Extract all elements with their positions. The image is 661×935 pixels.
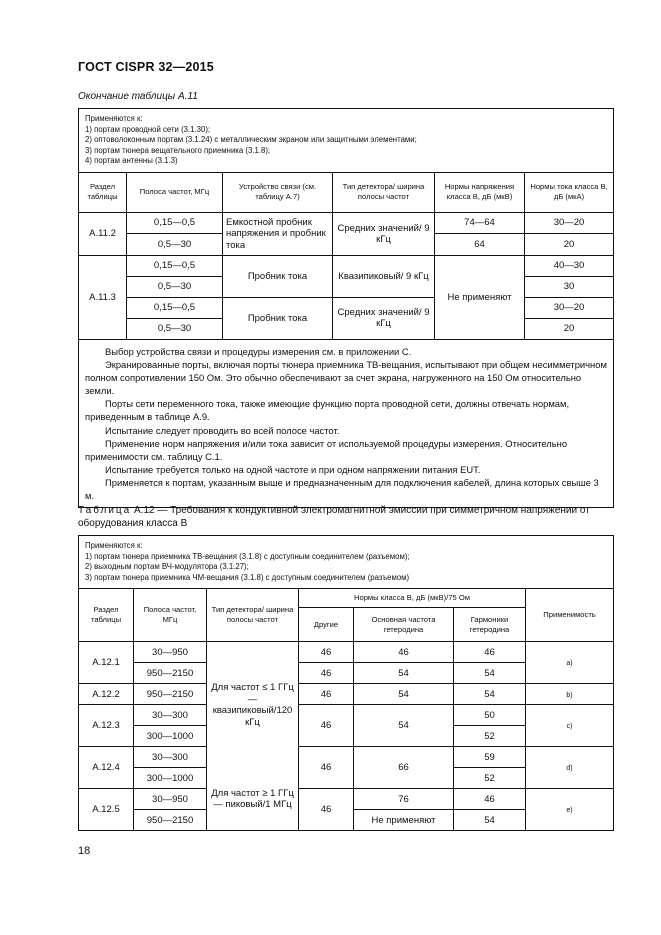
frequency-cell: 30—950 [134,789,207,810]
section-cell: А.12.1 [79,642,134,684]
harmonics-cell: 52 [454,768,526,789]
frequency-cell: 0,15—0,5 [127,255,223,276]
main-lo-cell: 66 [354,747,454,789]
frequency-cell: 300—1000 [134,726,207,747]
device-cell: Пробник тока [223,297,333,339]
note-paragraph: Применяется к портам, указанным выше и предназначенным для подключения кабелей, длина которых свыше 3 м. [85,476,599,501]
header-applicability: Применимость [526,589,614,642]
main-lo-cell: 54 [354,684,454,705]
table-a12 [78,535,614,831]
others-cell: 46 [299,684,354,705]
section-cell: А.11.3 [79,255,127,339]
applicability-note: a) [566,660,573,668]
note-paragraph: Испытание требуется только на одной частоте и при одном напряжении питания EUT. [105,463,481,475]
applies-line: 3) портам тюнера вещательного приемника (3.1.8); [85,145,271,155]
others-cell: 46 [299,663,354,684]
frequency-cell: 950—2150 [134,810,207,831]
main-lo-cell: 54 [354,663,454,684]
section-cell: А.12.4 [79,747,134,789]
frequency-cell: 0,5—30 [127,233,223,255]
voltage-cell: Не применяют [435,255,525,339]
note-paragraph: Порты сети переменного тока, также имеющие функцию порта проводной сети, должны отвечать нормам, приведенным в таблице А.9. [85,398,570,423]
applies-line: 2) оптоволоконным портам (3.1.24) с металлическим экраном или защитными элементами; [85,135,417,145]
caption-label: Таблица [78,505,132,516]
applies-line: 1) портам проводной сети (3.1.30); [85,124,211,134]
harmonics-cell: 50 [454,705,526,726]
voltage-cell: 74—64 [435,212,525,233]
others-cell: 46 [299,642,354,663]
note-paragraph: Применение норм напряжения и/или тока зависит от используемой процедуры измерения. Относительно применимости см. таблицу С.1. [85,437,568,462]
frequency-cell: 950—2150 [134,684,207,705]
harmonics-cell: 46 [454,789,526,810]
harmonics-cell: 59 [454,747,526,768]
device-cell: Пробник тока [223,255,333,297]
table-notes [79,339,614,507]
header-harmonics: Гармоники гетеродина [454,608,526,642]
applies-line: 4) портам антенны (3.1.3) [85,156,178,166]
caption-text: А.12 — Требования к кондуктивной электромагнитной эмиссии при симметричном напряжении от оборудования класса В [78,505,590,529]
harmonics-cell: 46 [454,642,526,663]
current-cell: 20 [525,318,614,339]
applies-line: 3) портам тюнера приемника ЧМ-вещания (3.1.8) с доступным соединителем (разъемом) [85,572,410,582]
applies-line: Применяются к: [85,541,143,550]
header-detector: Тип детектора/ ширина полосы частот [333,172,435,212]
applies-to-block [79,109,614,173]
applicability-note: c) [566,723,573,731]
frequency-cell: 0,5—30 [127,276,223,297]
applicability-cell [526,642,614,684]
detector-cell: Для частот ≤ 1 ГГц — квазипиковый/120 кГц [207,642,299,768]
frequency-cell: 300—1000 [134,768,207,789]
main-lo-cell: 76 [354,789,454,810]
applicability-note: b) [566,691,573,699]
detector-cell: Средних значений/ 9 кГц [333,297,435,339]
header-section: Раздел таблицы [79,589,134,642]
frequency-cell: 30—300 [134,747,207,768]
detector-cell: Квазипиковый/ 9 кГц [333,255,435,297]
harmonics-cell: 52 [454,726,526,747]
table-a12-caption [78,504,613,530]
table-a11 [78,108,614,508]
header-section: Раздел таблицы [79,172,127,212]
applicability-cell [526,747,614,789]
header-frequency: Полоса частот, МГц [134,589,207,642]
applicability-cell [526,684,614,705]
frequency-cell: 30—300 [134,705,207,726]
harmonics-cell: 54 [454,684,526,705]
others-cell: 46 [299,789,354,831]
header-norms: Нормы класса В, дБ (мкВ)/75 Ом [299,589,526,608]
note-paragraph: Выбор устройства связи и процедуры измерения см. в приложении С. [105,345,412,357]
detector-cell: Средних значений/ 9 кГц [333,212,435,255]
header-current-norms: Нормы тока класса В, дБ (мкА) [525,172,614,212]
detector-cell: Для частот ≥ 1 ГГц — пиковый/1 МГц [207,768,299,831]
applies-to-block [79,536,614,589]
voltage-cell: 64 [435,233,525,255]
applicability-cell [526,789,614,831]
frequency-cell: 950—2150 [134,663,207,684]
current-cell: 20 [525,233,614,255]
device-cell: Емкостной пробник напряжения и пробник тока [223,212,333,255]
applicability-note: d) [566,765,573,773]
harmonics-cell: 54 [454,663,526,684]
harmonics-cell: 54 [454,810,526,831]
header-frequency: Полоса частот, МГц [127,172,223,212]
applies-line: Применяются к: [85,114,143,123]
frequency-cell: 30—950 [134,642,207,663]
applicability-cell [526,705,614,747]
frequency-cell: 0,15—0,5 [127,212,223,233]
section-cell: А.12.3 [79,705,134,747]
section-cell: А.11.2 [79,212,127,255]
current-cell: 30 [525,276,614,297]
frequency-cell: 0,15—0,5 [127,297,223,318]
section-cell: А.12.5 [79,789,134,831]
current-cell: 30—20 [525,297,614,318]
header-device: Устройство связи (см. таблицу А.7) [223,172,333,212]
header-detector: Тип детектора/ ширина полосы частот [207,589,299,642]
note-paragraph: Испытание следует проводить во всей полосе частот. [105,424,340,436]
applies-line: 1) портам тюнера приемника ТВ-вещания (3.1.8) с доступным соединителем (разъемом); [85,551,410,561]
header-others: Другие [299,608,354,642]
note-paragraph: Экранированные порты, включая порты тюнера приемника ТВ-вещания, испытывают при общем несимметричном полном сопротивлении 150 Ом. Это обычно обеспечивают за счет экрана, нагруженного на 150 Ом относительно земли. [85,359,607,397]
document-header: ГОСТ CISPR 32—2015 [78,60,214,74]
applies-line: 2) выходным портам ВЧ-модулятора (3.1.27); [85,562,249,572]
others-cell: 46 [299,705,354,747]
section-cell: А.12.2 [79,684,134,705]
main-lo-cell: Не применяют [354,810,454,831]
table-continuation-title: Окончание таблицы А.11 [78,91,198,102]
applicability-note: e) [566,807,573,815]
main-lo-cell: 46 [354,642,454,663]
others-cell: 46 [299,747,354,789]
current-cell: 30—20 [525,212,614,233]
frequency-cell: 0,5—30 [127,318,223,339]
page-number: 18 [78,845,91,857]
current-cell: 40—30 [525,255,614,276]
main-lo-cell: 54 [354,705,454,747]
header-voltage-norms: Нормы напряжения класса В, дБ (мкВ) [435,172,525,212]
header-main-lo: Основная частота гетеродина [354,608,454,642]
